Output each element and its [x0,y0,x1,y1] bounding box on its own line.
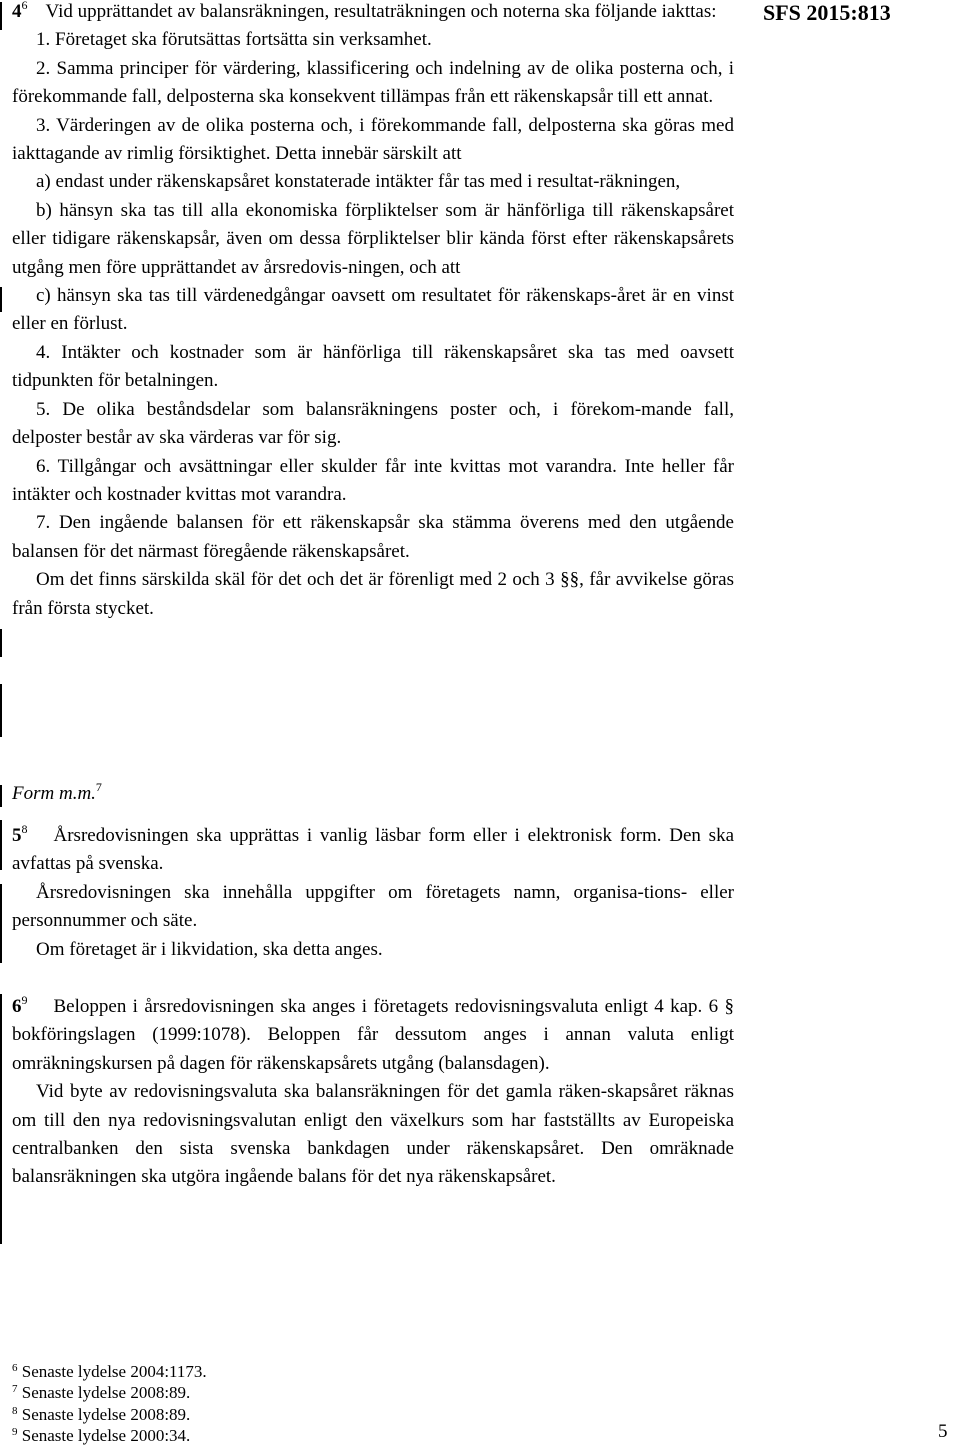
heading-text: Form m.m. [12,783,96,804]
paragraph: Vid byte av redovisningsvaluta ska balansräkningen för det gamla räken-skapsåret räknas om till den nya redovisningsvalutan enligt den växelkurs som har fastställts av Europeiska centralbanken den sista svenska bankdagen under räkenskapsåret. Den omräknade balansräkningen ska utgöra ingående balans för det nya räkenskapsåret. [12,1081,734,1188]
sub-item: b) hänsyn ska tas till alla ekonomiska förpliktelser som är hänförliga till räkenskapsåret eller tidigare räkenskapsår, även om dessa förpliktelser blir kända först efter räkenskapsårets utgång men före upprättandet av årsredovis-ningen, och att [12,199,734,278]
item-3-continuation: Detta innebär särskilt att [275,143,462,165]
change-bar [0,994,2,1244]
section-5-p1 [12,822,734,879]
section-5 [12,822,734,964]
item-3-text: 3. Värderingen av de olika posterna och, i förekommande fall, delposterna ska göras med iakttagande av rimlig försiktighet. [12,114,734,165]
section-6-p1-text: Beloppen i årsredovisningen ska anges i företagets redovisningsvaluta enligt 4 kap. 6 § bokföringslagen (1999:1078). Beloppen får dessutom anges i annan valuta enligt omräkningskursen på dagen för räkenskapsårets utgång (balansdagen). [12,996,734,1074]
section-number: 6 [12,996,22,1017]
section-6-p1 [12,993,734,1078]
footnote [12,1382,512,1403]
footnote [12,1425,512,1446]
change-bar [0,2,2,30]
page-number: 5 [938,1421,948,1442]
section-4 [12,0,734,623]
list-item: 1. Företaget ska förutsättas fortsätta sin verksamhet. [36,29,432,51]
section-heading [12,780,734,808]
sub-item: c) hänsyn ska tas till värdenedgångar oavsett om resultatet för räkenskaps-året är en vinst eller en förlust. [12,285,734,335]
change-bar [0,287,2,312]
section-6 [12,993,734,1192]
footnote-text: Senaste lydelse 2004:1173. [21,1362,207,1381]
change-bar [0,629,2,657]
list-item: 4. Intäkter och kostnader som är hänförliga till räkenskapsåret ska tas med oavsett tidpunkten för betalningen. [12,341,734,392]
paragraph: Om företaget är i likvidation, ska detta anges. [36,938,383,960]
footnote-ref: 7 [95,780,102,794]
change-bar [0,785,2,807]
sub-item: a) endast under räkenskapsåret konstaterade intäkter får tas med i resultat-räkningen, [36,171,681,193]
footnote-number: 8 [12,1404,18,1417]
footnotes [12,1361,512,1446]
footnote-number: 9 [12,1425,18,1438]
footnote-ref: 8 [21,822,28,836]
section-number: 5 [12,825,22,846]
exception-paragraph: Om det finns särskilda skäl för det och det är förenligt med 2 och 3 §§, får avvikelse göras från första stycket. [12,569,734,619]
footnote-text: Senaste lydelse 2008:89. [21,1383,191,1403]
change-bar [0,820,2,870]
list-item: 2. Samma principer för värdering, klassificering och indelning av de olika posterna och, i förekommande fall, delposterna ska konsekvent tillämpas från ett räkenskapsår till ett annat. [12,57,734,108]
footnote-ref: 6 [21,0,28,12]
section-number: 4 [12,1,22,22]
footnote-text: Senaste lydelse 2008:89. [21,1404,191,1424]
list-item: 6. Tillgångar och avsättningar eller skulder får inte kvittas mot varandra. Inte heller får intäkter och kostnader kvittas mot varandra. [12,455,734,505]
footnote-ref: 9 [21,993,28,1007]
list-item [12,112,734,169]
footnote [12,1404,512,1425]
footnote-text: Senaste lydelse 2000:34. [21,1425,191,1445]
section-4-intro [12,0,734,26]
footnote-number: 7 [12,1383,18,1396]
section-5-p1-text: Årsredovisningen ska upprättas i vanlig läsbar form eller i elektronisk form. Den ska avfattas på svenska. [12,825,734,875]
footnote-number: 6 [12,1362,18,1374]
list-item: 5. De olika beståndsdelar som balansräkningens poster och, i förekom-mande fall, delposter består av ska värderas var för sig. [12,398,734,449]
footnote [12,1361,512,1382]
list-item: 7. Den ingående balansen för ett räkenskapsår ska stämma överens med den utgående balansen för det närmast föregående räkenskapsåret. [12,512,734,562]
paragraph: Årsredovisningen ska innehålla uppgifter om företagets namn, organisa-tions- eller personnummer och säte. [12,881,734,932]
section-4-intro-text: Vid upprättandet av balansräkningen, resultaträkningen och noterna ska följande iakttas: [45,1,717,22]
change-bar [0,884,2,963]
change-bar [0,684,2,737]
sfs-number: SFS 2015:813 [763,0,891,25]
